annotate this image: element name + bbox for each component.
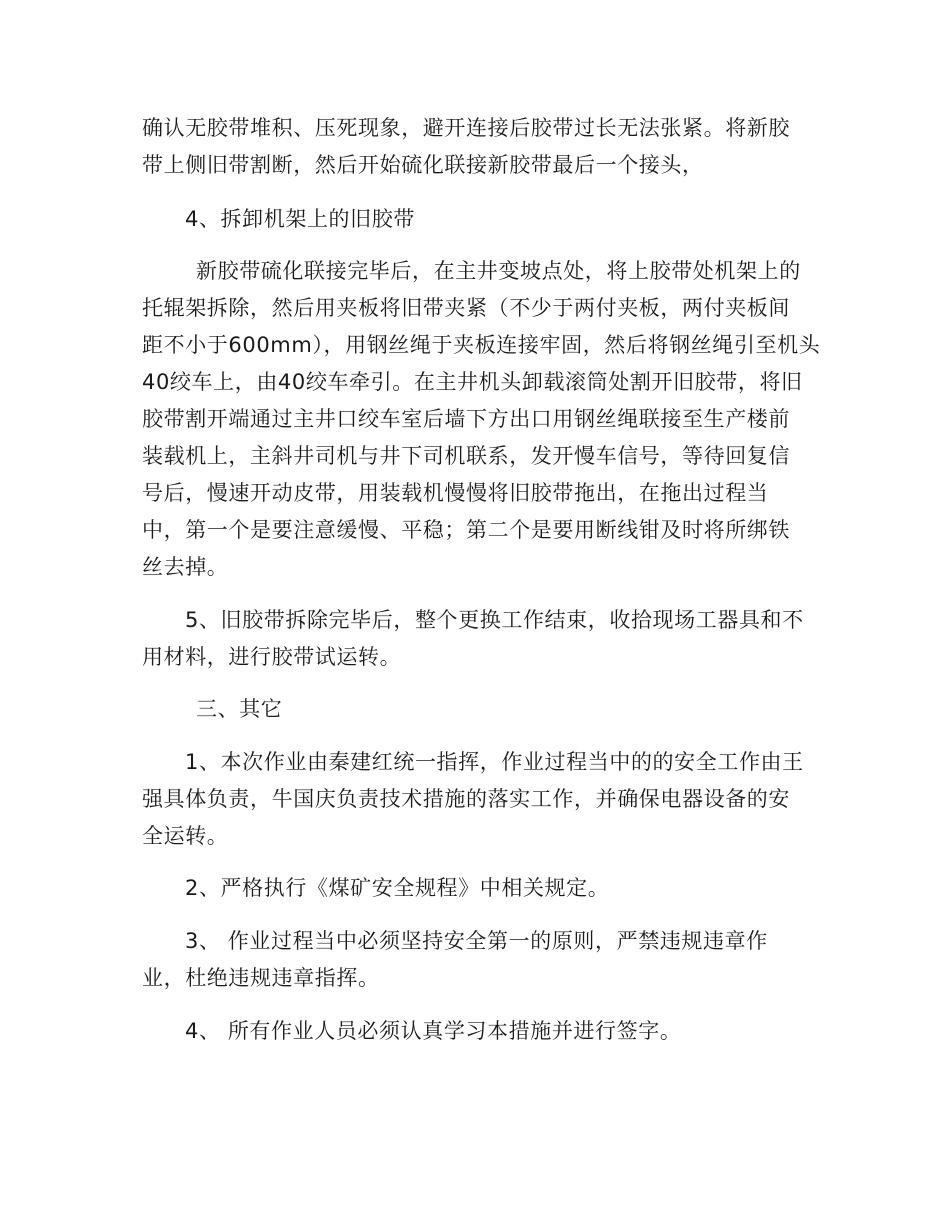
paragraph-3-line-5: 胶带割开端通过主井口绞车室后墙下方出口用钢丝绳联接至生产楼前 [142, 407, 790, 431]
paragraph-3-line-7: 号后，慢速开动皮带，用装载机慢慢将旧胶带拖出，在拖出过程当 [142, 481, 769, 505]
paragraph-3-line-1: 新胶带硫化联接完毕后，在主井变坡点处，将上胶带处机架上的 [196, 259, 801, 283]
paragraph-5-line-1: 5、旧胶带拆除完毕后，整个更换工作结束，收拾现场工器具和不 [185, 608, 804, 632]
paragraph-3-line-9: 丝去掉。 [142, 555, 229, 579]
paragraph-3-line-2: 托辊架拆除，然后用夹板将旧带夹紧（不少于两付夹板，两付夹板间 [142, 296, 790, 320]
paragraph-3-line-6: 装载机上，主斜井司机与井下司机联系，发开慢车信号，等待回复信 [142, 444, 790, 468]
paragraph-1-line-2: 带上侧旧带割断，然后开始硫化联接新胶带最后一个接头， [142, 153, 704, 177]
other-item-3-line-1: 3、 作业过程当中必须坚持安全第一的原则，严禁违规违章作 [185, 929, 768, 953]
paragraph-1-line-1: 确认无胶带堆积、压死现象，避开连接后胶带过长无法张紧。将新胶 [142, 116, 790, 140]
other-item-4: 4、 所有作业人员必须认真学习本措施并进行签字。 [185, 1019, 682, 1043]
paragraph-5-line-2: 用材料，进行胶带试运转。 [142, 645, 402, 669]
other-item-1-line-2: 强具体负责，牛国庆负责技术措施的落实工作，并确保电器设备的安 [142, 787, 790, 811]
paragraph-3-line-4: 40绞车上，由40绞车牵引。在主井机头卸载滚筒处割开旧胶带，将旧 [142, 370, 803, 394]
section-heading-4: 4、拆卸机架上的旧胶带 [185, 207, 415, 231]
other-item-1-line-3: 全运转。 [142, 824, 229, 848]
paragraph-3-line-3: 距不小于600mm），用钢丝绳于夹板连接牢固，然后将钢丝绳引至机头 [142, 333, 821, 357]
other-item-3-line-2: 业，杜绝违规违章指挥。 [142, 966, 380, 990]
other-item-2: 2、严格执行《煤矿安全规程》中相关规定。 [185, 876, 610, 900]
other-item-1-line-1: 1、本次作业由秦建红统一指挥，作业过程当中的的安全工作由王 [185, 750, 804, 774]
section-heading-3: 三、其它 [196, 697, 283, 721]
paragraph-3-line-8: 中，第一个是要注意缓慢、平稳；第二个是要用断线钳及时将所绑铁 [142, 518, 790, 542]
